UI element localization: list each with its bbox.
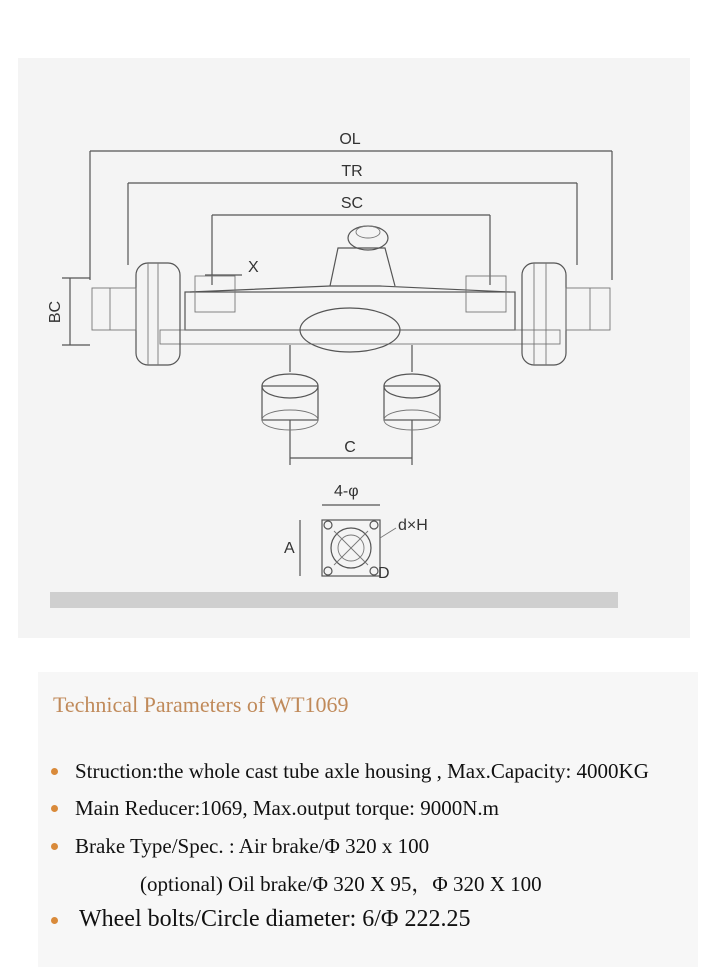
bullet-icon [51,805,58,812]
dim-label-sc: SC [340,195,364,212]
dimension-lines [62,151,612,465]
right-wheel-hub [522,263,610,365]
left-brake-chamber [262,345,318,430]
dim-label-bolt-holes: 4-φ [334,483,359,500]
right-brake-chamber [384,345,440,430]
bullet-icon [51,917,58,924]
divider-bar [50,592,618,608]
spec-wheel-bolts: Wheel bolts/Circle diameter: 6/Φ 222.25 [79,906,471,932]
spec-main-reducer: Main Reducer:1069, Max.output torque: 9000N.m [75,796,500,820]
dim-label-a: A [284,540,295,557]
dim-label-x: X [248,259,259,276]
dim-label-tr: TR [341,163,363,180]
spec-title: Technical Parameters of WT1069 [53,692,349,717]
spec-structure: Struction:the whole cast tube axle housing , Max.Capacity: 4000KG [75,759,649,783]
dim-label-bc: BC [47,300,64,324]
left-wheel-hub [92,263,180,365]
spec-brake-type: Brake Type/Spec. : Air brake/Φ 320 x 100 [75,834,430,858]
dim-label-d: D [378,565,390,582]
dim-label-ol: OL [339,131,361,148]
bullet-icon [51,768,58,775]
dim-label-d-h: d×H [398,517,428,534]
bullet-icon [51,843,58,850]
spec-brake-optional: (optional) Oil brake/Φ 320 X 95，Φ 320 X 100 [140,872,542,896]
axle-housing [160,226,560,352]
dim-label-c: C [344,439,356,456]
